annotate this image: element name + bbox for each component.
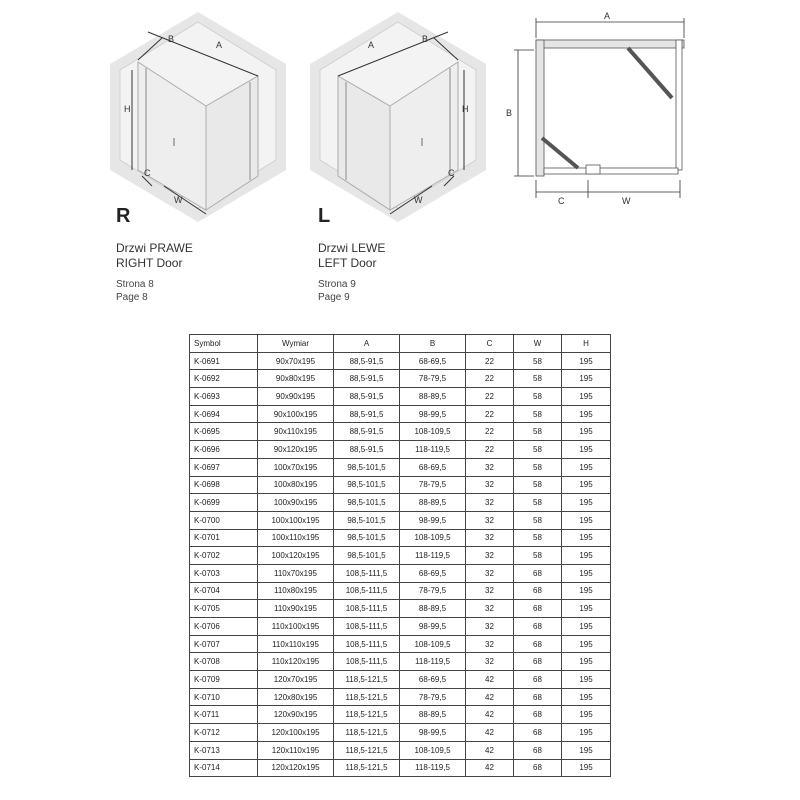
table-cell: 195 [562,724,611,742]
table-cell: 120x120x195 [258,759,334,777]
table-cell: 32 [466,458,514,476]
table-cell: 58 [514,494,562,512]
table-cell: 195 [562,618,611,636]
table-cell: 42 [466,706,514,724]
table-cell: K-0712 [190,724,258,742]
table-cell: 108-109,5 [400,423,466,441]
table-cell: 32 [466,618,514,636]
door-label-pl: Drzwi LEWE [318,241,386,255]
table-cell: 68-69,5 [400,564,466,582]
dimensions-table [189,334,611,777]
label-a: A [216,40,223,50]
table-cell: 195 [562,476,611,494]
table-row [190,352,611,370]
table-cell: K-0713 [190,741,258,759]
label-c: C [144,168,151,178]
page-ref-pl: Strona 8 [116,279,154,290]
label-c: C [448,168,455,178]
table-cell: 118-119,5 [400,653,466,671]
page-ref-en: Page 8 [116,291,148,303]
side-wall [536,40,544,176]
table-cell: 110x80x195 [258,582,334,600]
right-door-isometric-drawing [108,10,288,225]
table-row [190,370,611,388]
header-row [190,335,611,353]
table-cell: K-0706 [190,618,258,636]
table-cell: 68-69,5 [400,352,466,370]
table-row [190,511,611,529]
table-cell: 88,5-91,5 [334,405,400,423]
table-cell: 100x80x195 [258,476,334,494]
label-w: W [622,196,631,206]
table-cell: 68 [514,724,562,742]
table-cell: 108-109,5 [400,741,466,759]
table-cell: K-0714 [190,759,258,777]
table-cell: 195 [562,547,611,565]
table-cell: 22 [466,370,514,388]
label-c: C [558,196,565,206]
table-row [190,441,611,459]
table-cell: 118,5-121,5 [334,688,400,706]
table-row [190,618,611,636]
table-cell: 108,5-111,5 [334,582,400,600]
table-cell: 58 [514,370,562,388]
table-cell: 98-99,5 [400,405,466,423]
table-cell: 58 [514,352,562,370]
table-cell: 195 [562,653,611,671]
table-cell: K-0702 [190,547,258,565]
table-cell: K-0694 [190,405,258,423]
table-cell: 32 [466,600,514,618]
table-cell: 58 [514,405,562,423]
table-cell: 22 [466,423,514,441]
table-cell: 195 [562,635,611,653]
table-cell: 68 [514,671,562,689]
left-door-caption [318,204,385,304]
table-row [190,423,611,441]
table-cell: 118,5-121,5 [334,759,400,777]
table-cell: K-0697 [190,458,258,476]
table-cell: 120x80x195 [258,688,334,706]
table-row [190,671,611,689]
table-cell: 68 [514,688,562,706]
table-row [190,582,611,600]
table-cell: 108,5-111,5 [334,618,400,636]
table-cell: 32 [466,511,514,529]
table-cell: 98,5-101,5 [334,547,400,565]
table-cell: 88-89,5 [400,600,466,618]
table-cell: K-0695 [190,423,258,441]
table-row [190,688,611,706]
page-ref-pl: Strona 9 [318,279,356,290]
table-cell: 108,5-111,5 [334,635,400,653]
label-b: B [506,108,513,118]
label-h: H [462,104,469,114]
table-cell: K-0711 [190,706,258,724]
variant-letter: R [116,205,131,227]
table-cell: 98-99,5 [400,618,466,636]
table-cell: 118,5-121,5 [334,724,400,742]
table-cell: 98-99,5 [400,724,466,742]
table-cell: 58 [514,547,562,565]
table-cell: 108,5-111,5 [334,653,400,671]
table-row [190,547,611,565]
table-row [190,635,611,653]
table-cell: K-0710 [190,688,258,706]
table-cell: 88,5-91,5 [334,388,400,406]
table-header [190,335,611,353]
table-cell: 195 [562,423,611,441]
table-cell: 68 [514,635,562,653]
table-cell: 88-89,5 [400,494,466,512]
table-cell: 118-119,5 [400,759,466,777]
table-cell: 42 [466,671,514,689]
table-cell: 88-89,5 [400,706,466,724]
table-cell: 90x80x195 [258,370,334,388]
table-cell: 58 [514,511,562,529]
table-cell: 110x70x195 [258,564,334,582]
table-cell: 68 [514,741,562,759]
table-row [190,759,611,777]
table-cell: 22 [466,405,514,423]
table-cell: K-0696 [190,441,258,459]
table-row [190,405,611,423]
table-cell: 68-69,5 [400,671,466,689]
table-cell: 195 [562,352,611,370]
table-cell: 98,5-101,5 [334,476,400,494]
table-cell: 22 [466,388,514,406]
table-cell: 195 [562,600,611,618]
table-cell: 42 [466,741,514,759]
table-cell: 120x110x195 [258,741,334,759]
table-row [190,724,611,742]
table-cell: 42 [466,759,514,777]
table-cell: 58 [514,476,562,494]
table-cell: 88-89,5 [400,388,466,406]
table-cell: 32 [466,547,514,565]
plan-view-drawing [500,8,700,208]
label-w: W [174,195,183,205]
table-cell: 32 [466,476,514,494]
table-cell: 68 [514,600,562,618]
column-header: W [514,335,562,353]
table-cell: 120x70x195 [258,671,334,689]
column-header: Symbol [190,335,258,353]
table-cell: 195 [562,706,611,724]
table-cell: 68 [514,618,562,636]
table-cell: 88,5-91,5 [334,441,400,459]
table-cell: 195 [562,441,611,459]
table-cell: 78-79,5 [400,370,466,388]
table-cell: K-0703 [190,564,258,582]
variant-letter: L [318,205,331,227]
table-cell: K-0709 [190,671,258,689]
table-cell: 32 [466,635,514,653]
table-cell: 32 [466,653,514,671]
column-header: A [334,335,400,353]
table-cell: K-0700 [190,511,258,529]
table-cell: 32 [466,582,514,600]
table-cell: 68-69,5 [400,458,466,476]
table-cell: 68 [514,759,562,777]
table-cell: 108-109,5 [400,635,466,653]
table-cell: 88,5-91,5 [334,423,400,441]
table-row [190,476,611,494]
table-cell: 58 [514,529,562,547]
table-cell: K-0704 [190,582,258,600]
table-row [190,494,611,512]
table-cell: K-0699 [190,494,258,512]
fixed-panel [676,40,682,170]
table-row [190,653,611,671]
table-cell: 68 [514,706,562,724]
table-cell: 32 [466,564,514,582]
table-cell: 100x120x195 [258,547,334,565]
column-header: Wymiar [258,335,334,353]
table-cell: 195 [562,388,611,406]
column-header: H [562,335,611,353]
table-cell: 88,5-91,5 [334,370,400,388]
table-cell: 195 [562,688,611,706]
table-cell: 58 [514,458,562,476]
table-cell: 42 [466,724,514,742]
table-cell: 98,5-101,5 [334,511,400,529]
left-door-isometric-drawing [308,10,488,225]
table-cell: 118,5-121,5 [334,671,400,689]
table-row [190,529,611,547]
table-cell: 32 [466,529,514,547]
table-cell: 98,5-101,5 [334,458,400,476]
table-cell: 118-119,5 [400,547,466,565]
table-cell: K-0705 [190,600,258,618]
table-cell: 90x100x195 [258,405,334,423]
table-cell: 195 [562,458,611,476]
table-body [190,352,611,777]
table-cell: K-0698 [190,476,258,494]
table-cell: 68 [514,564,562,582]
table-cell: 100x90x195 [258,494,334,512]
table-cell: K-0693 [190,388,258,406]
table-row [190,741,611,759]
table-cell: 120x100x195 [258,724,334,742]
table-cell: 90x120x195 [258,441,334,459]
table-cell: 98,5-101,5 [334,529,400,547]
door-hinge [586,165,600,174]
label-b: B [168,34,175,44]
table-cell: 58 [514,441,562,459]
table-cell: 195 [562,370,611,388]
table-cell: 22 [466,441,514,459]
table-row [190,564,611,582]
table-cell: 78-79,5 [400,476,466,494]
table-cell: 195 [562,582,611,600]
upper-door-leaf [628,48,672,98]
table-cell: 90x90x195 [258,388,334,406]
table-cell: 68 [514,582,562,600]
front-panel [544,168,678,174]
table-cell: 90x110x195 [258,423,334,441]
column-header: B [400,335,466,353]
table-cell: 108,5-111,5 [334,564,400,582]
lower-door-leaf [542,138,578,168]
table-cell: 195 [562,405,611,423]
table-cell: 120x90x195 [258,706,334,724]
table-cell: 118-119,5 [400,441,466,459]
label-h: H [124,104,131,114]
table-cell: 98,5-101,5 [334,494,400,512]
table-cell: 100x100x195 [258,511,334,529]
table-cell: 68 [514,653,562,671]
table-cell: 110x90x195 [258,600,334,618]
table-cell: 42 [466,688,514,706]
table-cell: K-0691 [190,352,258,370]
table-row [190,388,611,406]
label-a: A [368,40,375,50]
table-cell: 108-109,5 [400,529,466,547]
label-a: A [604,11,611,21]
table-cell: K-0701 [190,529,258,547]
table-row [190,458,611,476]
back-wall [536,40,684,48]
table-row [190,706,611,724]
table-cell: K-0707 [190,635,258,653]
table-cell: 195 [562,759,611,777]
door-label-en: RIGHT Door [116,256,183,270]
table-cell: 195 [562,741,611,759]
table-row [190,600,611,618]
table-cell: 100x110x195 [258,529,334,547]
table-cell: 22 [466,352,514,370]
table-cell: 58 [514,388,562,406]
table-cell: 90x70x195 [258,352,334,370]
table-cell: 78-79,5 [400,582,466,600]
table-cell: 110x100x195 [258,618,334,636]
table-cell: 195 [562,671,611,689]
page-ref-en: Page 9 [318,291,350,303]
table-cell: 78-79,5 [400,688,466,706]
table-cell: 118,5-121,5 [334,706,400,724]
right-door-caption [116,204,193,304]
table-cell: 58 [514,423,562,441]
table-cell: K-0708 [190,653,258,671]
table-cell: 108,5-111,5 [334,600,400,618]
table-cell: 110x110x195 [258,635,334,653]
table-cell: 98-99,5 [400,511,466,529]
column-header: C [466,335,514,353]
label-b: B [422,34,429,44]
label-w: W [414,195,423,205]
table-cell: 118,5-121,5 [334,741,400,759]
table-cell: 32 [466,494,514,512]
table-cell: 100x70x195 [258,458,334,476]
table-cell: 88,5-91,5 [334,352,400,370]
table-cell: 110x120x195 [258,653,334,671]
door-label-en: LEFT Door [318,256,377,270]
table-cell: 195 [562,511,611,529]
table-cell: 195 [562,564,611,582]
table-cell: 195 [562,529,611,547]
table-cell: 195 [562,494,611,512]
table-cell: K-0692 [190,370,258,388]
door-label-pl: Drzwi PRAWE [116,241,193,255]
